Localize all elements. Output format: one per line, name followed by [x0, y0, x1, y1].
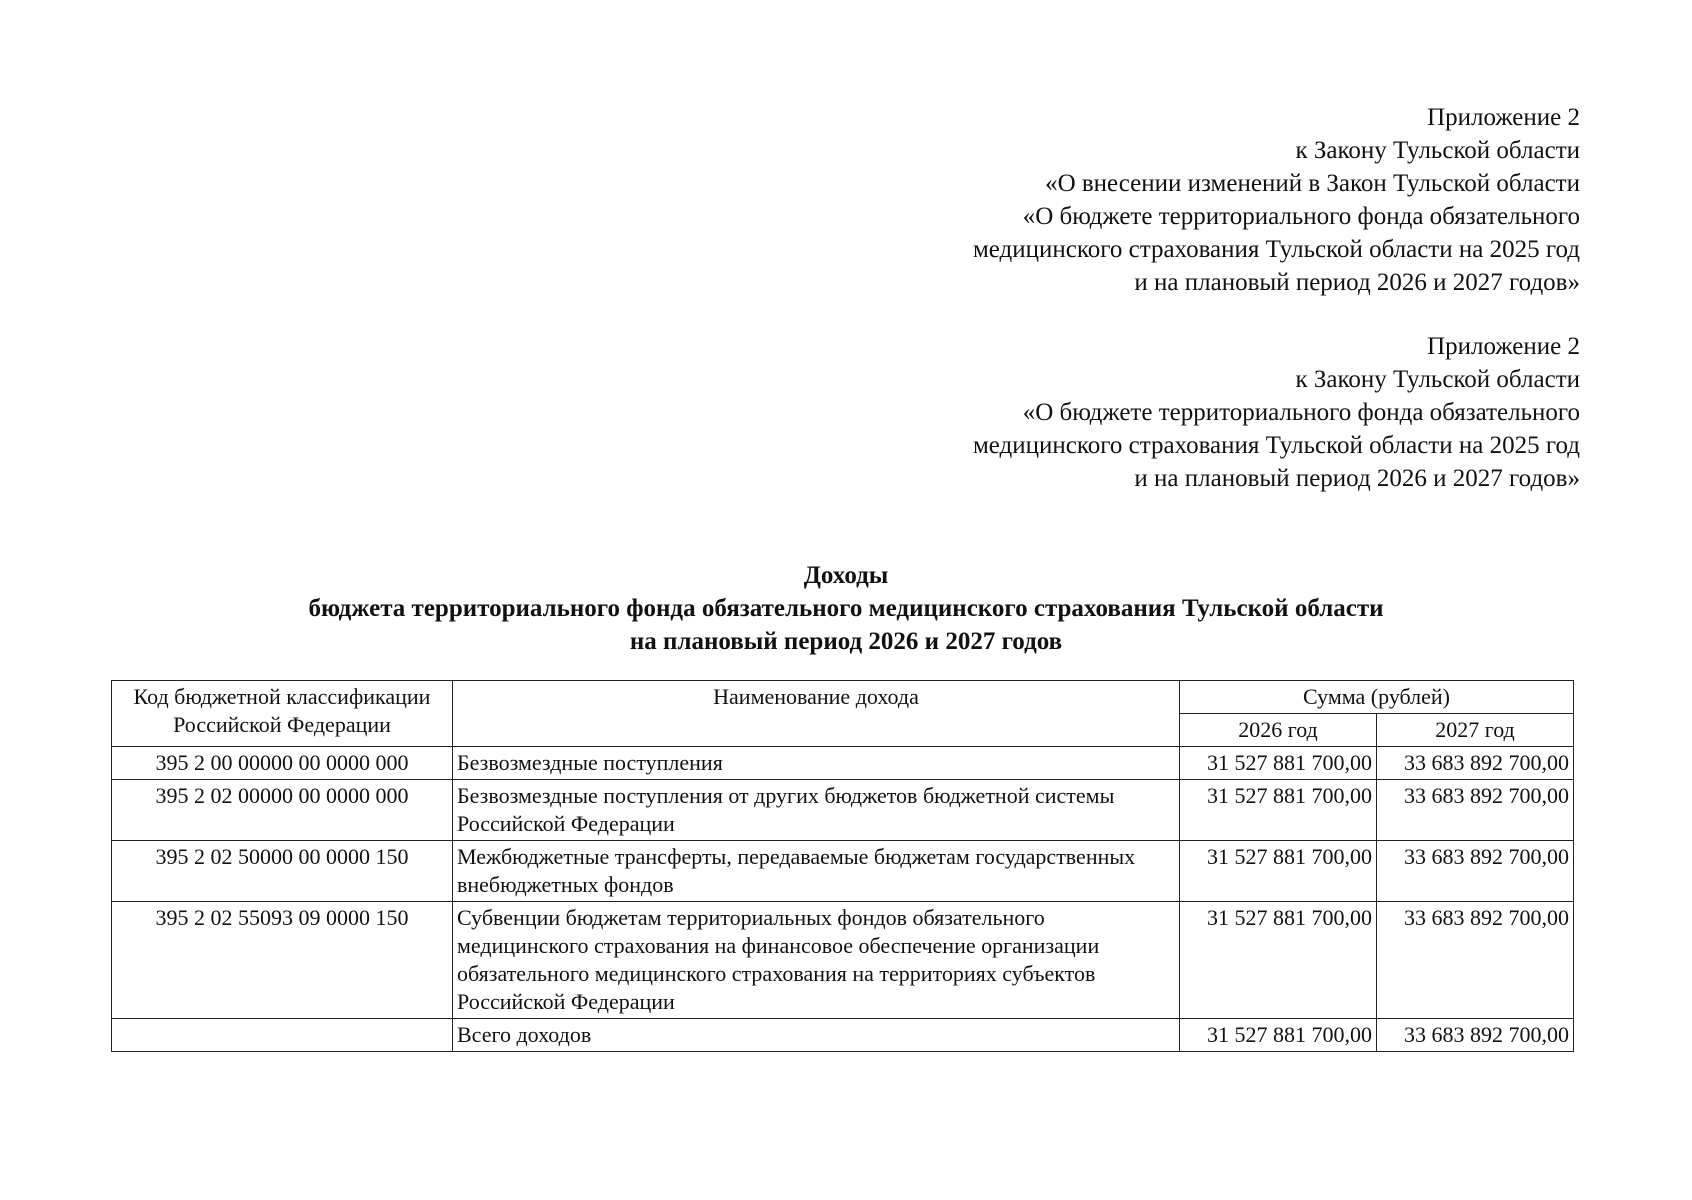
table-row-total	[112, 1019, 1574, 1052]
header-name: Наименование дохода	[453, 681, 1180, 747]
cell-amount-2026: 31 527 881 700,00	[1180, 1019, 1377, 1052]
table-row	[112, 841, 1574, 902]
appendix-line: «О бюджете территориального фонда обязательного	[1022, 399, 1580, 426]
appendix-note-amendment	[973, 101, 1580, 299]
table-header-row	[112, 681, 1574, 714]
cell-amount-2026: 31 527 881 700,00	[1180, 780, 1377, 841]
cell-code: 395 2 00 00000 00 0000 000	[112, 747, 453, 780]
header-year-2027: 2027 год	[1377, 714, 1574, 747]
cell-amount-2027: 33 683 892 700,00	[1377, 747, 1574, 780]
appendix-line: медицинского страхования Тульской области на 2025 год	[972, 236, 1580, 263]
table-row	[112, 747, 1574, 780]
cell-amount-2026: 31 527 881 700,00	[1180, 902, 1377, 1019]
cell-name: Безвозмездные поступления от других бюджетов бюджетной системы Российской Федерации	[453, 780, 1180, 841]
appendix-line: и на плановый период 2026 и 2027 годов»	[1134, 465, 1580, 492]
header-code: Код бюджетной классификации Российской Федерации	[112, 681, 453, 747]
appendix-line: Приложение 2	[1427, 104, 1580, 131]
cell-amount-2026: 31 527 881 700,00	[1180, 747, 1377, 780]
appendix-line: «О бюджете территориального фонда обязательного	[1022, 203, 1580, 230]
title-line: бюджета территориального фонда обязательного медицинского страхования Тульской области	[308, 595, 1384, 622]
table-row	[112, 780, 1574, 841]
cell-code: 395 2 02 00000 00 0000 000	[112, 780, 453, 841]
cell-name: Всего доходов	[453, 1019, 1180, 1052]
appendix-note-budget-law	[973, 330, 1580, 495]
income-table	[111, 680, 1574, 1052]
cell-amount-2027: 33 683 892 700,00	[1377, 902, 1574, 1019]
appendix-line: к Закону Тульской области	[1295, 366, 1580, 393]
appendix-line: медицинского страхования Тульской области на 2025 год	[972, 432, 1580, 459]
header-year-2026: 2026 год	[1180, 714, 1377, 747]
cell-amount-2026: 31 527 881 700,00	[1180, 841, 1377, 902]
cell-code: 395 2 02 55093 09 0000 150	[112, 902, 453, 1019]
header-sum: Сумма (рублей)	[1180, 681, 1574, 714]
cell-name: Субвенции бюджетам территориальных фондов обязательного медицинского страхования на финансовое обеспечение организации обязательного медицинского страхования на территориях субъектов Российской Федерации	[453, 902, 1180, 1019]
table-row	[112, 902, 1574, 1019]
cell-code	[112, 1019, 453, 1052]
title-line: Доходы	[803, 562, 889, 589]
cell-amount-2027: 33 683 892 700,00	[1377, 841, 1574, 902]
cell-amount-2027: 33 683 892 700,00	[1377, 780, 1574, 841]
cell-code: 395 2 02 50000 00 0000 150	[112, 841, 453, 902]
cell-name: Межбюджетные трансферты, передаваемые бюджетам государственных внебюджетных фондов	[453, 841, 1180, 902]
document-title	[0, 559, 1692, 658]
appendix-line: «О внесении изменений в Закон Тульской области	[1045, 170, 1580, 197]
cell-amount-2027: 33 683 892 700,00	[1377, 1019, 1574, 1052]
appendix-line: Приложение 2	[1427, 333, 1580, 360]
appendix-line: к Закону Тульской области	[1295, 137, 1580, 164]
appendix-line: и на плановый период 2026 и 2027 годов»	[1134, 269, 1580, 296]
cell-name: Безвозмездные поступления	[453, 747, 1180, 780]
title-line: на плановый период 2026 и 2027 годов	[629, 628, 1063, 655]
